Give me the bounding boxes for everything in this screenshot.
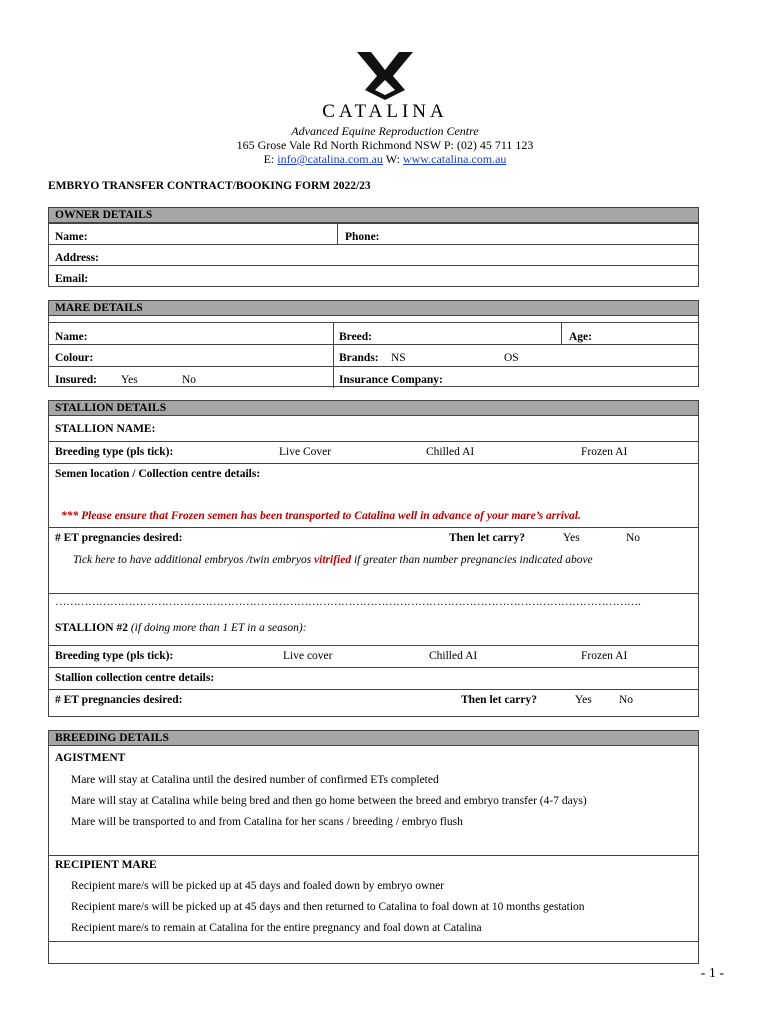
et-desired2-field[interactable]: # ET pregnancies desired: xyxy=(55,694,183,706)
agist-option-2[interactable]: Mare will stay at Catalina while being bred and then go home between the breed and embryo transfer (4-7 days) xyxy=(71,795,587,807)
owner-email-field[interactable]: Email: xyxy=(55,273,89,285)
stallion-name-field[interactable]: STALLION NAME: xyxy=(55,423,156,435)
agist-option-1[interactable]: Mare will stay at Catalina until the desired number of confirmed ETs completed xyxy=(71,774,439,786)
mare-brands-ns[interactable]: NS xyxy=(391,352,406,364)
stallion-breeding-row xyxy=(49,441,698,464)
et-pregnancies-row xyxy=(49,527,698,594)
carry2-yes-option[interactable]: Yes xyxy=(575,694,592,706)
mare-insured-label: Insured: xyxy=(55,374,97,386)
stallion2-et-row xyxy=(49,689,698,718)
mare-brands-os[interactable]: OS xyxy=(504,352,519,364)
email-prefix: E: xyxy=(263,152,278,166)
tagline: Advanced Equine Reproduction Centre xyxy=(291,124,479,138)
owner-name-field[interactable]: Name: xyxy=(55,231,88,243)
frozen-ai2-option[interactable]: Frozen AI xyxy=(581,650,628,662)
agist-option-3[interactable]: Mare will be transported to and from Catalina for her scans / breeding / embryo flush xyxy=(71,816,463,828)
carry-yes-option[interactable]: Yes xyxy=(563,532,580,544)
stallion2-label: STALLION #2 xyxy=(55,622,128,634)
stallion-details-section xyxy=(48,400,699,717)
stallion2-row xyxy=(49,593,698,646)
chilled-ai2-option[interactable]: Chilled AI xyxy=(429,650,478,662)
mare-insurance-company-field[interactable]: Insurance Company: xyxy=(339,374,443,386)
stallion2-note: (if doing more than 1 ET in a season): xyxy=(127,622,307,634)
collection2-field[interactable]: Stallion collection centre details: xyxy=(55,672,215,684)
mare-colour-field[interactable]: Colour: xyxy=(55,352,94,364)
recipient-option-1[interactable]: Recipient mare/s will be picked up at 45 days and foaled down by embryo owner xyxy=(71,880,445,892)
mare-brands-label: Brands: xyxy=(339,352,379,364)
frozen-semen-warning: *** Please ensure that Frozen semen has been transported to Catalina well in advance of your mare’s arrival. xyxy=(61,510,581,522)
email-link[interactable]: info@catalina.com.au xyxy=(277,152,383,166)
live-cover-option[interactable]: Live Cover xyxy=(279,446,332,458)
chilled-ai-option[interactable]: Chilled AI xyxy=(426,446,475,458)
owner-row-address xyxy=(49,244,698,266)
stallion2-breeding-row xyxy=(49,645,698,668)
recipient-option-2[interactable]: Recipient mare/s will be picked up at 45 days and then returned to Catalina to foal down at 10 months gestation xyxy=(71,901,585,913)
breeding-type2-label: Breeding type (pls tick): xyxy=(55,650,174,662)
owner-row-name xyxy=(49,223,698,245)
web-link[interactable]: www.catalina.com.au xyxy=(402,152,507,166)
stallion2-collection-row xyxy=(49,667,698,690)
stallion-details-header: STALLION DETAILS xyxy=(49,401,698,416)
live-cover2-option[interactable]: Live cover xyxy=(283,650,333,662)
breeding-details-section xyxy=(48,730,699,964)
then-carry2-label: Then let carry? xyxy=(461,694,538,706)
mare-breed-field[interactable]: Breed: xyxy=(339,331,373,343)
recipient-row xyxy=(49,855,698,942)
brand-name: CATALINA xyxy=(322,101,448,122)
address-line: 165 Grose Vale Rd North Richmond NSW P: (02) 45 711 123 xyxy=(236,138,534,152)
form-title: EMBRYO TRANSFER CONTRACT/BOOKING FORM 2022/23 xyxy=(48,180,371,192)
catalina-logo xyxy=(355,50,415,100)
breeding-details-header: BREEDING DETAILS xyxy=(49,731,698,746)
recipient-heading: RECIPIENT MARE xyxy=(55,859,157,871)
web-prefix: W: xyxy=(382,152,403,166)
mare-details-header: MARE DETAILS xyxy=(49,301,698,316)
mare-name-field[interactable]: Name: xyxy=(55,331,88,343)
frozen-ai-option[interactable]: Frozen AI xyxy=(581,446,628,458)
then-carry-label: Then let carry? xyxy=(449,532,526,544)
mare-row-1 xyxy=(49,322,698,345)
tick-prefix: Tick here to have additional embryos /twin embryos xyxy=(73,554,315,566)
vitrified-tick-option[interactable] xyxy=(73,554,593,566)
stallion2-name-field[interactable] xyxy=(55,622,307,634)
owner-details-section xyxy=(48,207,699,287)
mare-age-field[interactable]: Age: xyxy=(569,331,592,343)
mare-insured-no[interactable]: No xyxy=(182,374,197,386)
contact-line xyxy=(0,152,770,167)
mare-insured-yes[interactable]: Yes xyxy=(121,374,138,386)
owner-details-header: OWNER DETAILS xyxy=(49,208,698,223)
owner-row-email xyxy=(49,265,698,287)
owner-phone-field[interactable]: Phone: xyxy=(345,231,380,243)
semen-location-field[interactable]: Semen location / Collection centre details: xyxy=(55,468,261,480)
page-number: - 1 - xyxy=(700,966,724,981)
agistment-heading: AGISTMENT xyxy=(55,752,126,764)
dotted-separator: ……………………………………………………………………………………………………………………………………………. xyxy=(55,596,641,608)
et-desired-field[interactable]: # ET pregnancies desired: xyxy=(55,532,183,544)
tick-vitrified: vitrified xyxy=(314,554,352,566)
recipient-option-3[interactable]: Recipient mare/s to remain at Catalina for the entire pregnancy and foal down at Catalina xyxy=(71,922,482,934)
mare-row-2 xyxy=(49,344,698,367)
tick-suffix: if greater than number pregnancies indicated above xyxy=(351,554,593,566)
mare-details-section xyxy=(48,300,699,387)
owner-address-field[interactable]: Address: xyxy=(55,252,99,264)
carry2-no-option[interactable]: No xyxy=(619,694,634,706)
carry-no-option[interactable]: No xyxy=(626,532,641,544)
semen-location-row xyxy=(49,463,698,528)
breeding-blank-row xyxy=(49,941,698,964)
breeding-type-label: Breeding type (pls tick): xyxy=(55,446,174,458)
mare-row-3 xyxy=(49,366,698,388)
